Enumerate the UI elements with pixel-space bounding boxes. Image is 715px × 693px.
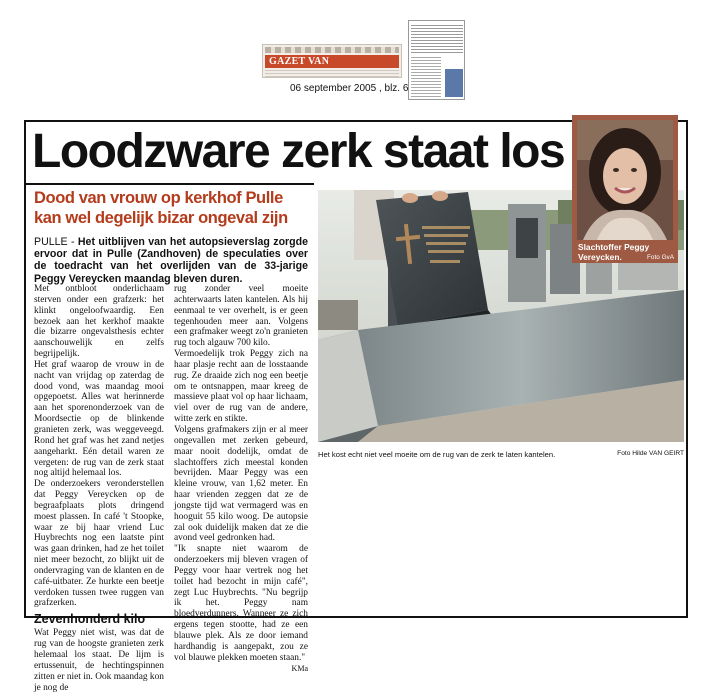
portrait-credit: Foto GvA — [647, 254, 674, 261]
page-thumbnail — [408, 20, 465, 100]
masthead-strip — [265, 47, 399, 53]
masthead-lines — [265, 70, 399, 77]
lead-paragraph — [34, 236, 308, 285]
newspaper-masthead-thumbnail — [262, 44, 402, 78]
body-paragraph: Met ontbloot onderlichaam sterven onder een grafzerk: het klinkt ongeloofwaardig. Een bezoek aan het kerkhof maakte die bizarre ongevalsthesis echter aanschouwelijk en zelfs begrijpelijk. — [34, 284, 164, 360]
body-column-2 — [174, 284, 308, 674]
portrait-caption — [578, 242, 674, 263]
headline: Loodzware zerk staat los — [32, 125, 565, 178]
body-paragraph: Wat Peggy niet wist, was dat de rug van de hoogste granieten zerk helemaal los staat. De lijm is ertussenuit, de hechtingspinnen zitten er niet in. Ook maandag kon je nog de — [34, 628, 164, 693]
body-paragraph: "Ik snapte niet waarom de onderzoekers mij bleven vragen of Peggy voor haar vertrek nog het toilet had bezocht in mijn café", zegt Luc Huybrechts. "Nu begrijp ik het. Peggy nam bloedverdunners. Wanneer ze zich ergens tegen stootte, had ze een blauwe plek. Als ze door iemand hardhandig is aangepakt, zou ze vol blauwe plekken moeten staan." — [174, 544, 308, 663]
victim-portrait — [577, 120, 673, 240]
lead-text: Het uitblijven van het autopsieverslag zorgde ervoor dat in Pulle (Zandhoven) de speculaties over de toedracht van het overlijden van de 33-jarige Peggy Vereycken maandag bleven duren. — [34, 236, 309, 285]
subtitle: Dood van vrouw op kerkhof Pulle kan wel degelijk bizar ongeval zijn — [34, 189, 288, 227]
lead-place: PULLE - — [34, 236, 78, 248]
body-paragraph: Vermoedelijk trok Peggy zich na haar plasje recht aan de losstaande rug. Ze draaide zich nog een beetje om te ontsnappen, maar kreeg de massieve plaat vol op haar lichaam, viel over de rug van de andere, witte zerk en stikte. — [174, 349, 308, 425]
body-paragraph: De onderzoekers veronderstellen dat Peggy Vereycken op de begraafplaats plots dringend moest plassen. In café 't Stoopke, waar ze bij haar vriend Luc Huybrechts nog een laatste pint was gaan drinken, had ze het toilet niet meer bezocht, zo blijkt uit de ondervraging van de klanten en de café-uitbater. Ze hurkte een beetje verdoken tussen twee ruggen van grafzerken. — [34, 479, 164, 609]
body-paragraph: Volgens grafmakers zijn er al meer ongevallen met zerken gebeurd, maar nooit dodelijk, omdat de slachtoffers zich meestal konden bevrijden. Maar Peggy was een kleine vrouw, van 1,62 meter. En haar vrienden zeggen dat ze de jongste tijd wat vermagerd was en hooguit 55 kilo woog. De autopsie zal ook duidelijk maken dat ze die avond veel gedronken had. — [174, 424, 308, 544]
subheading: Zevenhonderd kilo — [34, 612, 146, 627]
photo-caption — [318, 450, 684, 459]
headline-rule — [24, 183, 314, 185]
photo-caption-text: Het kost echt niet veel moeite om de rug van de zerk te laten kantelen. — [318, 450, 556, 459]
photo-credit: Foto Hilde VAN GEIRT — [617, 450, 684, 457]
body-paragraph: rug zonder veel moeite achterwaarts laten kantelen. Als hij eenmaal te ver overhelt, is er geen tegenhouden meer aan. Volgens een grafmaker weegt zo'n granieten rug toch algauw 700 kilo. — [174, 284, 308, 349]
body-paragraph: Het graf waarop de vrouw in de nacht van vrijdag op zaterdag de dood vond, was maandag mooi opgepoetst. Alles wat herinnerde aan het sporenonderzoek van de Moordsectie op de blinkende granieten zerk, was weggeveegd. Rond het graf was het zand netjes aangeharkt. Eén detail waren ze vergeten: de rug van de zerk staat nog altijd helemaal los. — [34, 359, 164, 479]
newspaper-logo: GAZET VAN — [265, 55, 399, 68]
portrait-caption-text: Slachtoffer Peggy Vereycken. — [578, 242, 650, 262]
author-signature: KMa — [291, 663, 308, 673]
dateline: 06 september 2005 , blz. 6 — [290, 83, 409, 94]
body-column-1 — [34, 284, 164, 693]
